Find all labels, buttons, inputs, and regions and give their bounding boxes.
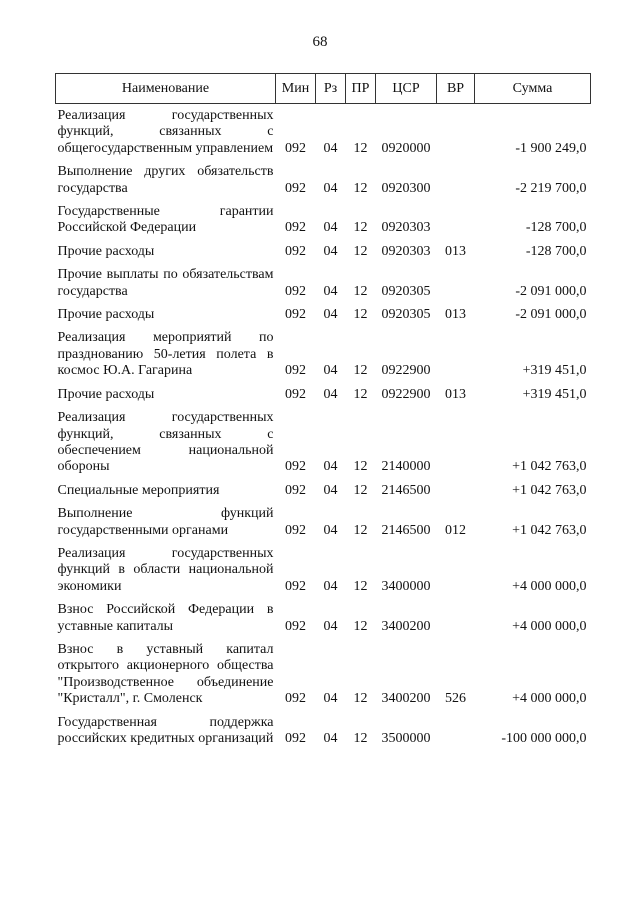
cell-sum: -2 091 000,0 — [515, 283, 587, 299]
cell-pr: 12 — [353, 522, 368, 538]
cell-sum: +319 451,0 — [522, 386, 587, 402]
cell-pr: 12 — [353, 386, 368, 402]
cell-vr — [437, 323, 475, 379]
cell-rz: 04 — [323, 578, 338, 594]
cell-csr: 3400200 — [381, 691, 431, 707]
header-vr: ВР — [437, 74, 475, 104]
cell-csr: 2140000 — [381, 459, 431, 475]
cell-csr: 0922900 — [381, 386, 431, 402]
cell-csr: 3500000 — [381, 731, 431, 746]
budget-table — [55, 73, 591, 747]
cell-csr: 0920303 — [381, 243, 431, 259]
cell-vr: 013 — [445, 307, 466, 323]
cell-rz: 04 — [323, 140, 338, 156]
cell-sum: +319 451,0 — [522, 363, 587, 379]
cell-csr: 0922900 — [381, 363, 431, 379]
cell-pr: 12 — [353, 363, 368, 379]
cell-name: Выполнение функций государственными органами — [57, 506, 274, 538]
cell-csr: 0920300 — [381, 180, 431, 196]
cell-name: Прочие расходы — [57, 386, 155, 402]
cell-vr — [437, 476, 475, 499]
cell-csr: 0920305 — [381, 283, 431, 299]
cell-csr: 2146500 — [381, 522, 431, 538]
cell-min: 092 — [285, 180, 306, 196]
cell-pr: 12 — [353, 180, 368, 196]
cell-min: 092 — [285, 386, 306, 402]
table-row — [56, 499, 591, 539]
cell-sum: +1 042 763,0 — [512, 482, 587, 498]
cell-pr: 12 — [353, 220, 368, 236]
cell-sum: +4 000 000,0 — [512, 578, 587, 594]
cell-vr — [437, 539, 475, 595]
cell-rz: 04 — [323, 283, 338, 299]
table-row — [56, 157, 591, 197]
cell-rz: 04 — [323, 459, 338, 475]
cell-vr: 013 — [445, 243, 466, 259]
header-name: Наименование — [56, 74, 276, 104]
cell-min: 092 — [285, 522, 306, 538]
cell-rz: 04 — [323, 386, 338, 402]
cell-vr — [437, 157, 475, 197]
cell-csr: 3400000 — [381, 578, 431, 594]
table-row — [56, 635, 591, 708]
cell-min: 092 — [285, 691, 306, 707]
cell-name: Государственная поддержка российских кредитных организаций — [57, 714, 274, 746]
cell-min: 092 — [285, 283, 306, 299]
cell-pr: 12 — [353, 459, 368, 475]
cell-vr: 526 — [445, 691, 466, 707]
cell-name: Выполнение других обязательств государства — [57, 164, 274, 196]
cell-sum: -128 700,0 — [525, 220, 587, 236]
table-row — [56, 476, 591, 499]
cell-min: 092 — [285, 140, 306, 156]
header-min: Мин — [276, 74, 316, 104]
cell-min: 092 — [285, 363, 306, 379]
table-row — [56, 708, 591, 748]
header-rz: Рз — [316, 74, 346, 104]
cell-name: Прочие выплаты по обязательствам государства — [57, 267, 274, 299]
cell-sum: -1 900 249,0 — [515, 140, 587, 156]
cell-rz: 04 — [323, 220, 338, 236]
cell-csr: 2146500 — [381, 482, 431, 498]
cell-csr: 0920303 — [381, 220, 431, 236]
cell-min: 092 — [285, 731, 306, 746]
cell-min: 092 — [285, 578, 306, 594]
cell-sum: +1 042 763,0 — [512, 459, 587, 475]
cell-sum: +4 000 000,0 — [512, 618, 587, 634]
cell-rz: 04 — [323, 243, 338, 259]
cell-pr: 12 — [353, 283, 368, 299]
table-row — [56, 300, 591, 323]
cell-csr: 3400200 — [381, 618, 431, 634]
table-row — [56, 380, 591, 403]
cell-min: 092 — [285, 243, 306, 259]
cell-sum: +4 000 000,0 — [512, 691, 587, 707]
cell-rz: 04 — [323, 691, 338, 707]
cell-rz: 04 — [323, 618, 338, 634]
page-number: 68 — [312, 34, 328, 50]
cell-pr: 12 — [353, 482, 368, 498]
cell-rz: 04 — [323, 307, 338, 323]
cell-name: Реализация мероприятий по празднованию 50-летия полета в космос Ю.А. Гагарина — [57, 330, 274, 379]
cell-vr — [437, 708, 475, 748]
cell-vr — [437, 104, 475, 158]
cell-vr — [437, 260, 475, 300]
cell-rz: 04 — [323, 180, 338, 196]
cell-vr — [437, 403, 475, 476]
table-row — [56, 403, 591, 476]
cell-name: Государственные гарантии Российской Федерации — [57, 204, 274, 236]
cell-name: Реализация государственных функций, связанных с общегосударственным управлением — [57, 108, 274, 156]
table-row — [56, 539, 591, 595]
cell-pr: 12 — [353, 691, 368, 707]
table-row — [56, 595, 591, 635]
table-row — [56, 237, 591, 260]
table-row — [56, 323, 591, 379]
cell-name: Реализация государственных функций в области национальной экономики — [57, 545, 274, 594]
cell-sum: -100 000 000,0 — [501, 731, 587, 746]
cell-vr — [437, 595, 475, 635]
cell-name: Прочие расходы — [57, 307, 155, 323]
cell-pr: 12 — [353, 618, 368, 634]
cell-csr: 0920000 — [381, 140, 431, 156]
cell-pr: 12 — [353, 731, 368, 746]
cell-rz: 04 — [323, 363, 338, 379]
cell-sum: -2 091 000,0 — [515, 307, 587, 323]
cell-vr: 013 — [445, 386, 466, 402]
header-pr: ПР — [346, 74, 376, 104]
cell-rz: 04 — [323, 731, 338, 746]
table-header — [56, 74, 591, 104]
cell-name: Реализация государственных функций, связанных с обеспечением национальной обороны — [57, 410, 274, 475]
cell-sum: -2 219 700,0 — [515, 180, 587, 196]
table-row — [56, 104, 591, 158]
cell-sum: -128 700,0 — [525, 243, 587, 259]
cell-min: 092 — [285, 307, 306, 323]
cell-min: 092 — [285, 618, 306, 634]
table-row — [56, 260, 591, 300]
cell-min: 092 — [285, 220, 306, 236]
cell-rz: 04 — [323, 482, 338, 498]
cell-name: Взнос Российской Федерации в уставные капиталы — [57, 602, 274, 634]
cell-vr: 012 — [445, 522, 466, 538]
cell-rz: 04 — [323, 522, 338, 538]
cell-name: Прочие расходы — [57, 243, 155, 259]
cell-min: 092 — [285, 482, 306, 498]
cell-sum: +1 042 763,0 — [512, 522, 587, 538]
table-row — [56, 197, 591, 237]
cell-pr: 12 — [353, 140, 368, 156]
cell-vr — [437, 197, 475, 237]
cell-pr: 12 — [353, 243, 368, 259]
cell-pr: 12 — [353, 578, 368, 594]
cell-min: 092 — [285, 459, 306, 475]
cell-pr: 12 — [353, 307, 368, 323]
cell-name: Специальные мероприятия — [57, 482, 220, 498]
cell-name: Взнос в уставный капитал открытого акционерного общества "Производственное объединение "Кристалл", г. Смоленск — [57, 641, 274, 707]
header-csr: ЦСР — [376, 74, 437, 104]
cell-csr: 0920305 — [381, 307, 431, 323]
header-sum: Сумма — [475, 74, 591, 104]
